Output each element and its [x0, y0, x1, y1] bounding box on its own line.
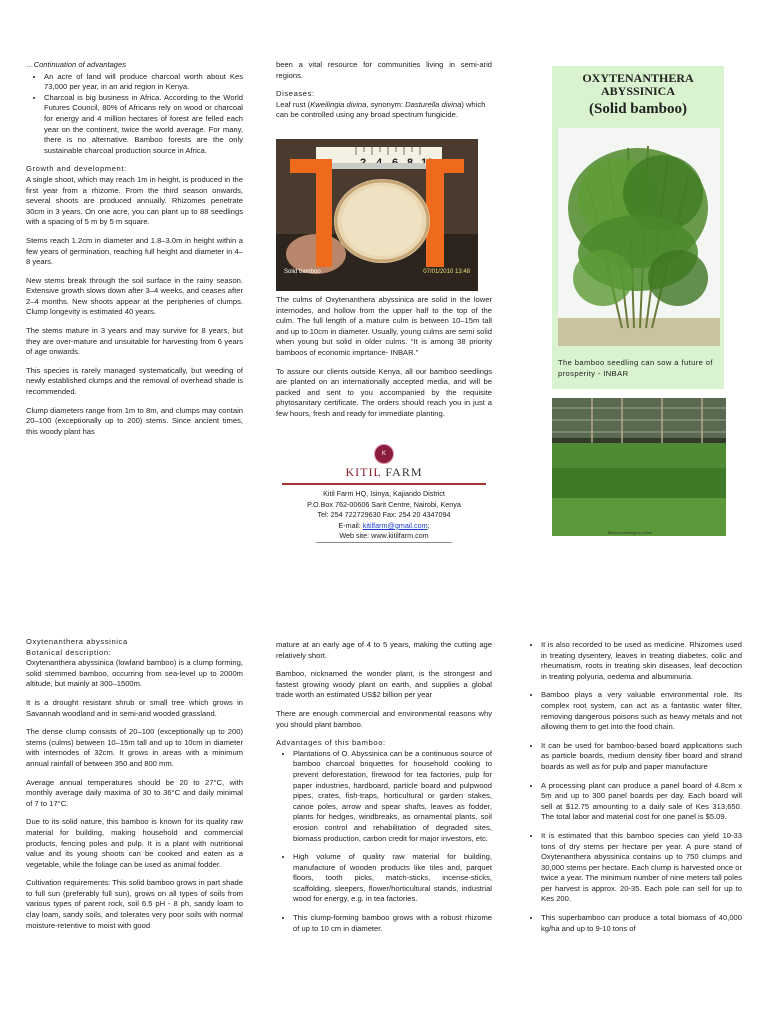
panel-caption: The bamboo seedling can sow a future of prosperity - INBAR [558, 358, 713, 378]
list-item: • This superbamboo can produce a total biomass of 40,000 kg/ha and up to 9-10 tons of [541, 913, 742, 934]
advantages-heading: Advantages of this bamboo: [276, 738, 386, 748]
section-title: Oxytenanthera abyssinica [26, 637, 128, 646]
email-link[interactable]: kitilfarm@gmail.com [362, 520, 428, 530]
kitil-farm-contact [276, 444, 492, 543]
species-subtitle: (Solid bamboo) [589, 101, 687, 117]
species-title: OXYTENANTHERA ABYSSINICA [582, 71, 694, 98]
list-item: • It is also recorded to be used as medicine. Rhizomes used in treating dysentery, leaves in treating diabetes, colic and rheumatism, roots in treating skin diseases, leaf decoction in treating polyuria, oedema and albuminuria. [541, 640, 742, 682]
paragraph: Oxytenanthera abyssinica (lowland bamboo) is a clump forming, solid stemmed bamboo, occurring from sea-level up to 2000m altitude, but mainly at 300–1500m. [26, 658, 243, 689]
address-line: Kitil Farm HQ, Isinya, Kajiando District [323, 489, 445, 498]
paragraph: Stems reach 1.2cm in diameter and 1.8–3.0m in height within a few years of germination, reaching full height and diameter in 4–8 years. [26, 235, 243, 267]
brand-name [276, 465, 492, 480]
paragraph: The stems mature in 3 years and may survive for 8 years, but they are over-mature and unsuitable for harvesting from 6 years of age onwards. [26, 326, 243, 357]
email-line [276, 521, 492, 532]
kitil-logo-icon: K [374, 444, 394, 464]
solid-bamboo-photo [276, 139, 478, 291]
diseases-paragraph [276, 100, 492, 121]
brand-farm: FARM [385, 465, 423, 479]
bottom-left-column [26, 637, 243, 939]
nursery-illustration [552, 398, 726, 536]
text-span: , synonym: [366, 99, 406, 109]
paragraph: The culms of Oxytenanthera abyssinica are solid in the lower internodes, and hollow from the upper half to the top of the culm. The full length of a mature culm is between 10–15m tall and up to 10cm in diameter. Usually, young culms are semi solid when young but solid in older culms. “It is among 38 priority bamboos of economic imprtance- INBAR.” [276, 295, 492, 357]
paragraph: It is a drought resistant shrub or small tree which grows in Savannah woodland and in semi-arid wooded grassland. [26, 697, 243, 718]
address-line: P.O.Box 762-00606 Sarit Centre, Nairobi, Kenya [307, 499, 461, 509]
list-item: • An acre of land will produce charcoal worth about Kes 73,000 per year, in an arid region in Kenya. [44, 72, 243, 93]
list-item: • A processing plant can produce a panel board of 4.8cm x 5m and up to 300 panel boards per day. Each board will sell at $12.75 amounting to a daily sale of Kes 313,650. The total labor and material cost for one panel is $5.09. [541, 781, 742, 823]
brand-divider [282, 483, 486, 485]
list-item: • Plantations of O. Abyssinica can be a continuous source of bamboo charcoal briquettes for household cooking to prevent deforestation, firewood for tea factories, pulp for paper industries, hardboard, particle board and pulpwood pipes, crates, fish-traps, horticultural or garden stakes, canoe poles, arrow and spear shafts, leaves as fodder, plants for hedges, windbreaks, as ornamental plants, soil erosion control and rehabilitation of degraded sites, biomass production, carbon credit for major investors, etc. [293, 749, 492, 844]
paragraph: The dense clump consists of 20–100 (exceptionally up to 200) stems (culms) between 10–15m tall and up to 10cm in diameter with internodes of 32cm. It grows in areas with a minimum annual rainfall of between 350 and 800 mm. [26, 727, 243, 768]
list-item: • It is estimated that this bamboo species can yield 10-33 tons of dry stems per hectare per year. A pure stand of Oxytenanthera abyssinica contains up to 750 clumps and 30,000 stems per hectare. Each clump is harvested once or twice a year. The minimum number of nine meters tall poles per harvest is approx. 20-35. Each pole can sell for up to Kes 200. [541, 831, 742, 905]
paragraph: Bamboo, nicknamed the wonder plant, is the strongest and fastest growing woody plant on earth, and supplies a global trade worth an estimated US$2 billion per year [276, 669, 492, 700]
growth-heading: Growth and development: [26, 164, 127, 174]
bamboo-clump-photo [558, 128, 720, 346]
paragraph: New stems break through the soil surface in the rainy season. Extensive growth slows down after 3–4 weeks, and ceases after 2–4 months. New shoots appear at the peripheries of clumps. Clump longevity is estimated 40 years. [26, 275, 243, 317]
top-middle-column [276, 60, 492, 129]
email-tail: ; [427, 520, 430, 530]
phone-fax: Tel: 254 722729630 Fax: 254 20 4347094 [317, 510, 451, 520]
advantages-list-continued [26, 72, 243, 157]
list-item: • High volume of quality raw material for building, manufacture of wooden products like tiles and, parquet floors, tooth picks, match-sticks, incense-sticks, scaffolding, sleepers, flower/horticultural stands, industrial wood for energy, e.g. in tea factories. [293, 852, 492, 905]
list-item: • It can be used for bamboo-based board applications such as particle boards, medium density fiber board and strand boards as well as for pulp and paper manufacture [541, 741, 742, 773]
title-panel [552, 66, 724, 389]
seedling-nursery-photo [552, 398, 726, 536]
paragraph: been a vital resource for communities living in semi-arid regions. [276, 60, 492, 80]
paragraph: Clump diameters range from 1m to 8m, and clumps may contain 20–100 (exceptionally up to 200) stems. Since ancient times, this woody plant has [26, 405, 243, 436]
species-name: Kweilingia divina [310, 99, 367, 109]
list-item: • Bamboo plays a very valuable environmental role. Its complex root system, can act as a fantastic water filter, removing dangerous poisons such as heavy metals and not allowing them to get into the food chain. [541, 690, 742, 732]
text-span: Leaf rust ( [276, 99, 311, 109]
brand-kitil: KITIL [345, 465, 382, 479]
paragraph: A single shoot, which may reach 1m in height, is produced in the first year from a rhizome. From the third season onwards, several shoots are produced annually. Rhizomes penetrate 30cm in 3 years. On one acre, you can plant up to 88 seedlings with a spacing of 5 m by 5 m square. [26, 174, 243, 227]
paragraph: There are enough commercial and environmental reasons why you should plant bamboo. [276, 708, 492, 729]
advantages-list-2 [524, 640, 742, 934]
email-label: E-mail: [338, 520, 363, 530]
website-line: Web site: www.kitilfarm.com [316, 531, 452, 543]
photo-caption: Bamboo seedlings in a shed [608, 531, 652, 535]
diseases-heading: Diseases: [276, 89, 315, 99]
advantages-list [276, 749, 492, 935]
paragraph: Average annual temperatures should be 20 to 27°C, with monthly average daily maxima of 30 to 36°C and daily minimal of 7 to 17°C. [26, 777, 243, 808]
list-item: • Charcoal is big business in Africa. According to the World Futures Council, 80% of Africans rely on wood or charcoal for energy and 4 million hectares of forest are felled each year on the continent, twice the world average. For many, there is no alternative. Bamboo forests are the only sustainable charcoal production source in Africa. [44, 93, 243, 157]
botanical-heading: Botanical description: [26, 647, 112, 657]
paragraph: To assure our clients outside Kenya, all our bamboo seedlings are planted on an internationally accepted media, and will be packed and sent to you accompanied by the requisite phytosanitary certificate. The orders should reach you in just a few hours, fresh and ready for immediate planting. [276, 366, 492, 418]
bottom-right-column [524, 640, 742, 942]
list-item: • This clump-forming bamboo grows with a robust rhizome of up to 10 cm in diameter. [293, 913, 492, 934]
text-span: ) which can be controlled using any broad spectrum fungicide. [276, 99, 486, 120]
top-middle-column-lower [276, 295, 492, 428]
paragraph: mature at an early age of 4 to 5 years, making the cutting age relatively short. [276, 640, 492, 660]
bottom-middle-column [276, 640, 492, 942]
continuation-heading: …Continuation of advantages [26, 60, 127, 69]
photo-caption: Solid bamboo [284, 269, 321, 275]
paragraph: This species is rarely managed systematically, but weeding of newly established clumps and the removal of overhead shade is recommended. [26, 365, 243, 397]
paragraph: Due to its solid nature, this bamboo is known for its quality raw material for building, making household and commercial products, fencing poles and pulp. It is a plant with nutritional value and its young shoots can be cooked and eaten as a vegetable, while the foliage can be used as animal fodder. [26, 817, 243, 869]
photo-timestamp: 07/01/2010 13:48 [423, 269, 470, 275]
paragraph: Cultivation requirements: This solid bamboo grows in part shade to full sun (preferably full sun), grows on all types of soils from various types of parent rock, soil 6.5 pH - 8 ph, sandy loam to clay loam, sandy soils, and tolerates very poor soils with normal moisture-retentive to moist with good [26, 878, 243, 930]
top-left-column [26, 60, 243, 445]
species-name: Dasturella divina [405, 99, 462, 109]
